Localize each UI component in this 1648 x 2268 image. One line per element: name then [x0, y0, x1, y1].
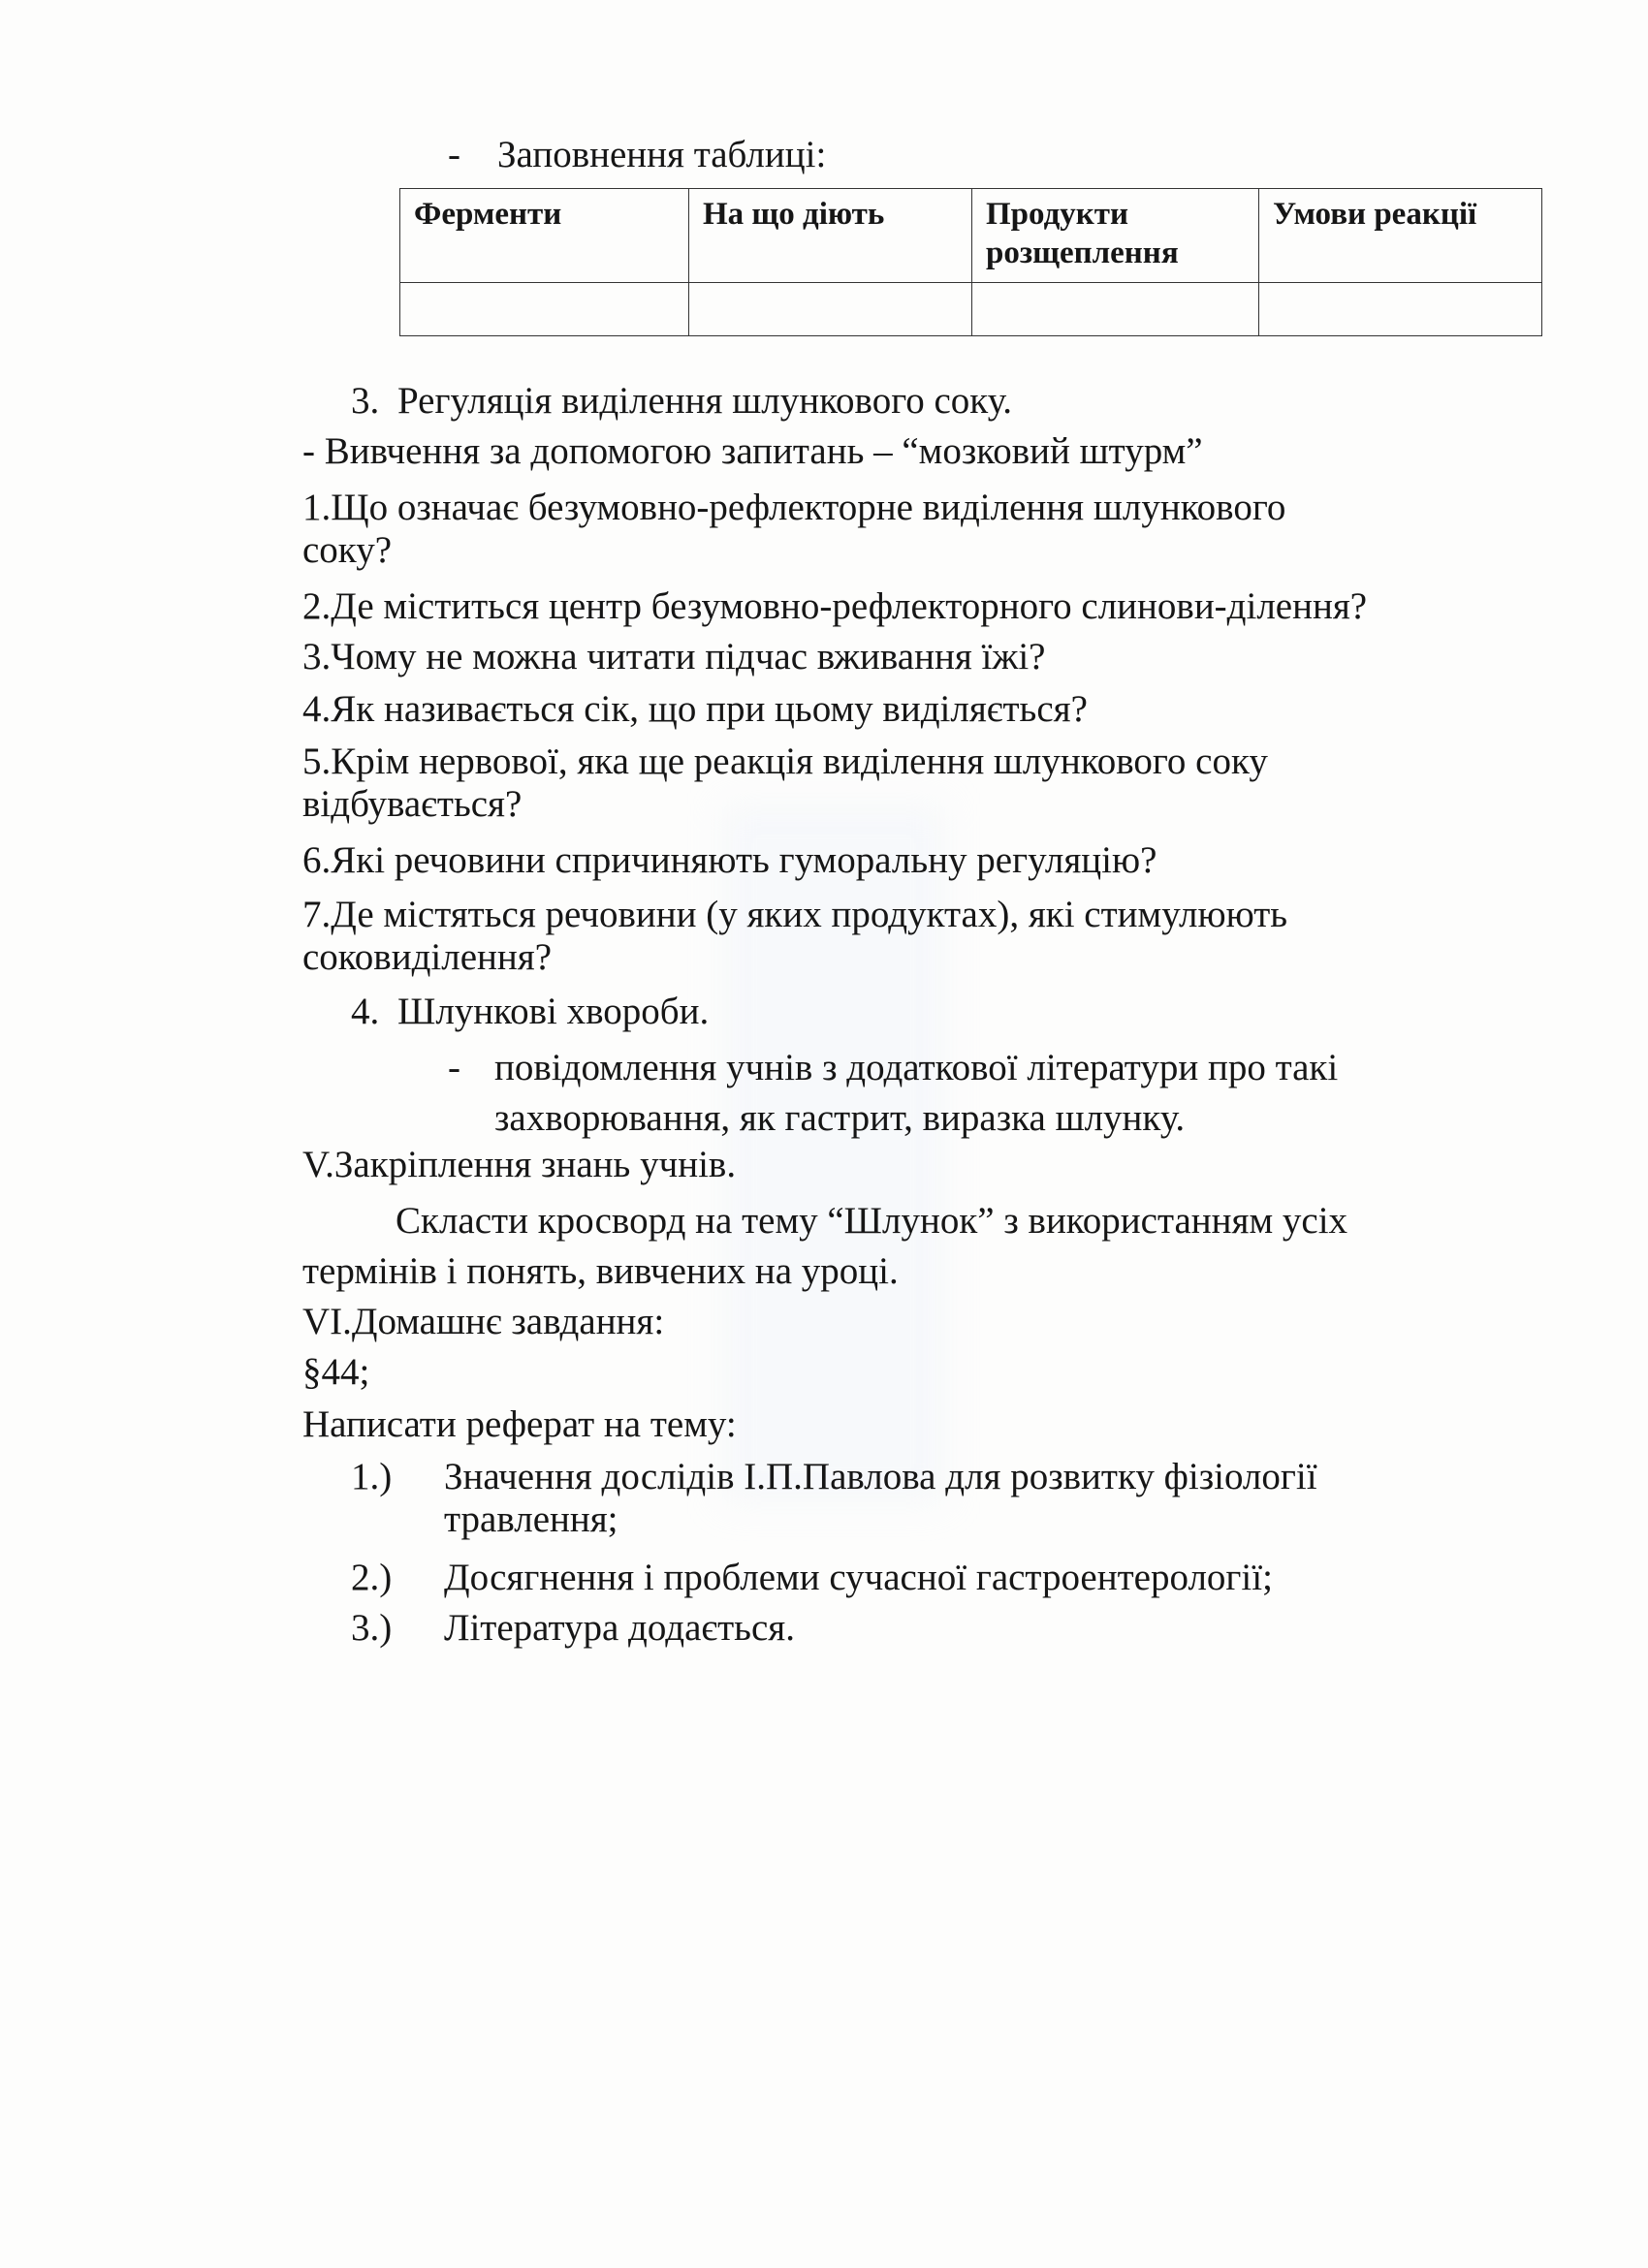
question-2: 2.Де міститься центр безумовно-рефлекторного слинови-ділення? — [302, 585, 1368, 627]
section4-item-line-2: захворювання, як гастрит, виразка шлунку. — [494, 1097, 1186, 1139]
brainstorm-intro: - Вивчення за допомогою запитань – “мозковий штурм” — [302, 430, 1203, 472]
question-7-line-2: соковиділення? — [302, 936, 553, 978]
question-1-line-1: 1.Що означає безумовно-рефлекторне виділення шлункового — [302, 487, 1286, 528]
table-cell[interactable] — [1259, 283, 1542, 336]
essay-item-2-line-1: Досягнення і проблеми сучасної гастроентерології; — [444, 1557, 1273, 1598]
part6-essay-intro: Написати реферат на тему: — [302, 1403, 737, 1445]
essay-item-3-line-1: Література додається. — [444, 1607, 795, 1649]
table-header-row — [400, 189, 1542, 283]
table-intro-text: Заповнення таблиці: — [497, 134, 827, 175]
section4-title: Шлункові хвороби. — [397, 991, 710, 1032]
question-3: 3.Чому не можна читати підчас вживання їжі? — [302, 636, 1046, 677]
part6-title: VI.Домашнє завдання: — [302, 1301, 665, 1342]
part5-title: V.Закріплення знань учнів. — [302, 1144, 737, 1185]
table-intro-bullet: - — [448, 134, 460, 175]
section4-item-line-1: повідомлення учнів з додаткової літератури про такі — [494, 1047, 1339, 1088]
part5-text-line-2: термінів і понять, вивчених на уроці. — [302, 1250, 899, 1292]
table-cell[interactable] — [972, 283, 1259, 336]
section3-number: 3. — [351, 380, 380, 422]
question-5-line-1: 5.Крім нервової, яка ще реакція виділення шлункового соку — [302, 740, 1268, 782]
section4-bullet: - — [448, 1047, 460, 1088]
essay-item-1-number: 1.) — [351, 1456, 393, 1497]
essay-item-1-line-2: травлення; — [444, 1498, 618, 1540]
table-cell[interactable] — [689, 283, 972, 336]
question-6: 6.Які речовини спричиняють гуморальну регуляцію? — [302, 839, 1157, 881]
question-4: 4.Як називається сік, що при цьому виділяється? — [302, 688, 1088, 730]
essay-item-2-number: 2.) — [351, 1557, 393, 1598]
part5-text-line-1: Скласти кросворд на тему “Шлунок” з використанням усіх — [396, 1200, 1348, 1242]
part6-paragraph: §44; — [302, 1351, 370, 1393]
essay-item-1-line-1: Значення дослідів І.П.Павлова для розвитку фізіології — [444, 1456, 1317, 1497]
table-header-cell: На що діють — [689, 189, 972, 283]
question-7-line-1: 7.Де містяться речовини (у яких продуктах), які стимулюють — [302, 894, 1288, 935]
section3-title: Регуляція виділення шлункового соку. — [397, 380, 1013, 422]
section4-number: 4. — [351, 991, 380, 1032]
question-5-line-2: відбувається? — [302, 783, 523, 825]
table-header-cell: Умови реакції — [1259, 189, 1542, 283]
enzymes-table — [399, 188, 1542, 336]
table-header-cell: Ферменти — [400, 189, 689, 283]
table-cell[interactable] — [400, 283, 689, 336]
essay-item-3-number: 3.) — [351, 1607, 393, 1649]
table-row — [400, 283, 1542, 336]
question-1-line-2: соку? — [302, 529, 393, 571]
table-header-cell: Продукти розщеплення — [972, 189, 1259, 283]
